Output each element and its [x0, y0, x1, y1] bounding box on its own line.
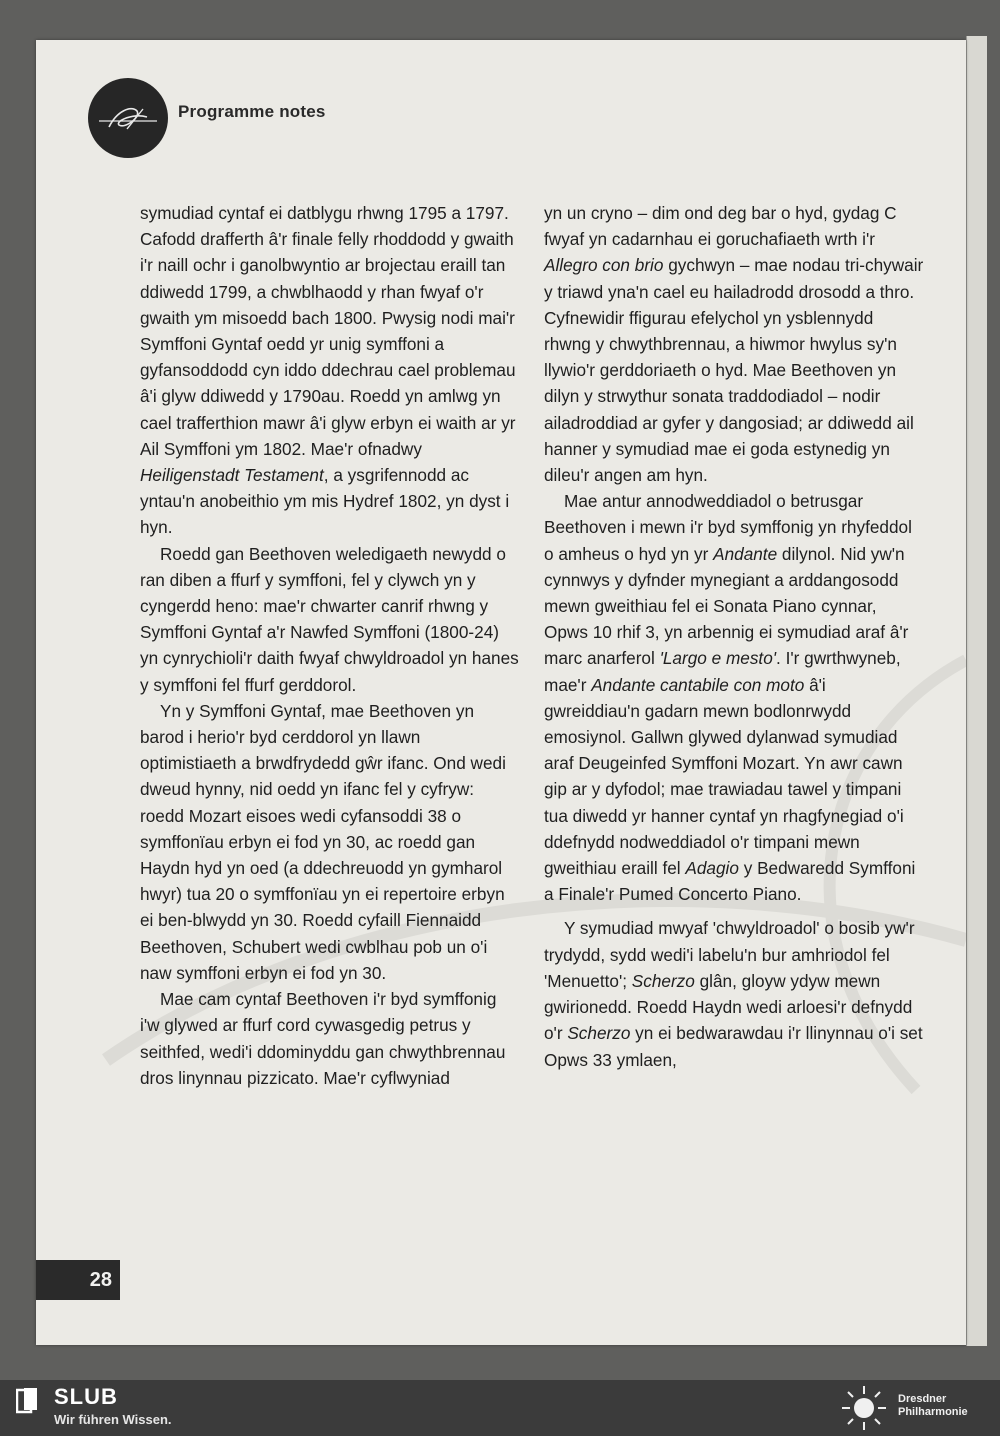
page-number: 28 — [36, 1260, 120, 1300]
paragraph: Y symudiad mwyaf 'chwyldroadol' o bosib yw'r trydydd, sydd wedi'i labelu'n bur amhriodol fel 'Menuetto'; Scherzo glân, gloyw ydyw mewn gwirionedd. Roedd Haydn wedi arloesi'r defnydd o'r Scherzo yn ei bedwarawdau i'r llinynnau o'i set Opws 33 ymlaen, — [544, 918, 923, 1070]
paragraph: Mae cam cyntaf Beethoven i'r byd symffonig i'w glywed ar ffurf cord cywasgedig petrus y seithfed, wedi'i ddominyddu gan chwythbrennau dros linynnau pizzicato. Mae'r cyflwyniad — [140, 989, 506, 1088]
paragraph: yn un cryno – dim ond deg bar o hyd, gydag C fwyaf yn cadarnhau ei goruchafiaeth wrth i'r Allegro con brio gychwyn – mae nodau tri-chywair y triawd yna'n cael eu hailadrodd drosodd a thro. Cyfnewidir ffigurau efelychol yn ysblennydd rhwng y chwythbrennau, a hiwmor hwylus sy'n llywio'r gerddoriaeth o hyd. Mae Beethoven yn dilyn y strwythur sonata traddodiadol – nodir ailadroddiad ar gyfer y dangosiad; ar ddiwedd ail hanner y symudiad mae ei goda estynedig yn dileu'r angen am hyn. — [544, 203, 924, 486]
text-column-right — [544, 200, 924, 1073]
library-name: SLUB — [54, 1384, 118, 1409]
orchestra-name-line2: Philharmonie — [898, 1406, 968, 1418]
section-title: Programme notes — [178, 102, 326, 121]
paragraph: Roedd gan Beethoven weledigaeth newydd o ran diben a ffurf y symffoni, fel y clywch yn y cyngerdd heno: mae'r chwarter canrif rhwng y Symffoni Gyntaf a'r Nawfed Symffoni (1800-24) yn cynrychioli'r daith fwyaf chwyldroadol yn hanes y symffoni fel ffurf gerddorol. — [140, 543, 519, 695]
book-icon — [16, 1388, 38, 1414]
signature-icon — [97, 103, 159, 133]
paragraph: symudiad cyntaf ei datblygu rhwng 1795 a 1797. Cafodd drafferth â'r finale felly rhoddodd y gwaith i'r naill ochr i ganolbwyntio ar brojectau eraill tan ddiwedd 1799, a chwblhaodd y rhan fwyaf o'r gwaith ym misoedd bach 1800. Pwysig nodi mai'r Symffoni Gyntaf oedd yr unig symffoni a gyfansoddodd cyn iddo ddechrau cael problemau â'i glyw ddiwedd y 1790au. Roedd yn amlwg yn cael trafferthion mawr â'i glyw erbyn ei waith ar yr Ail Symffoni ym 1802. Mae'r ofnadwy Heiligenstadt Testament, a ysgrifennodd ac yntau'n anobeithio ym mis Hydref 1802, yn dyst i hyn. — [140, 203, 516, 538]
next-page-edge — [966, 36, 987, 1346]
orchestra-logo-icon — [838, 1384, 890, 1432]
orchestra-name-line1: Dresdner — [898, 1393, 947, 1405]
header-logo-badge — [88, 78, 168, 158]
text-column-left — [140, 200, 520, 1091]
orchestra-name — [898, 1393, 968, 1419]
library-tagline: Wir führen Wissen. — [54, 1412, 172, 1427]
document-page — [36, 40, 966, 1345]
paragraph: Yn y Symffoni Gyntaf, mae Beethoven yn barod i herio'r byd cerddorol yn llawn optimistiaeth a brwdfrydedd gŵr ifanc. Ond wedi dweud hynny, nid oedd yn ifanc fel y cyfryw: roedd Mozart eisoes wedi cyfansoddi 38 o symffonïau erbyn ei fod yn 30, ac roedd gan Haydn hyd yn oed (a ddechreuodd yn gymharol hwyr) tua 20 o symffonïau yn ei repertoire erbyn ei ben-blwydd yn 30. Roedd cyfaill Fiennaidd Beethoven, Schubert wedi cwblhau pob un o'i naw symffoni erbyn ei fod yn 30. — [140, 700, 506, 983]
footer-bar — [0, 1380, 1000, 1436]
paragraph: Mae antur annodweddiadol o betrusgar Beethoven i mewn i'r byd symffonig yn rhyfeddol o amheus o hyd yn yr Andante dilynol. Nid yw'n cynnwys y dyfnder mynegiant a arddangosodd mewn gweithiau fel ei Sonata Piano cynnar, Opws 10 rhif 3, yn arbennig ei symudiad araf â'r marc anarferol 'Largo e mesto'. I'r gwrthwyneb, mae'r Andante cantabile con moto â'i gwreiddiau'n gadarn mewn bodlonrwydd emosiynol. Gallwn glywed dylanwad symudiad araf Deugeinfed Symffoni Mozart. Yn awr cawn gip ar y dyfodol; mae trawiadau tawel y timpani tua diwedd yr hanner cyntaf yn rhagfynegiad o'i ddefnydd nodweddiadol o'r timpani mewn gweithiau eraill fel Adagio y Bedwaredd Symffoni a Finale'r Pumed Concerto Piano. — [544, 491, 916, 905]
